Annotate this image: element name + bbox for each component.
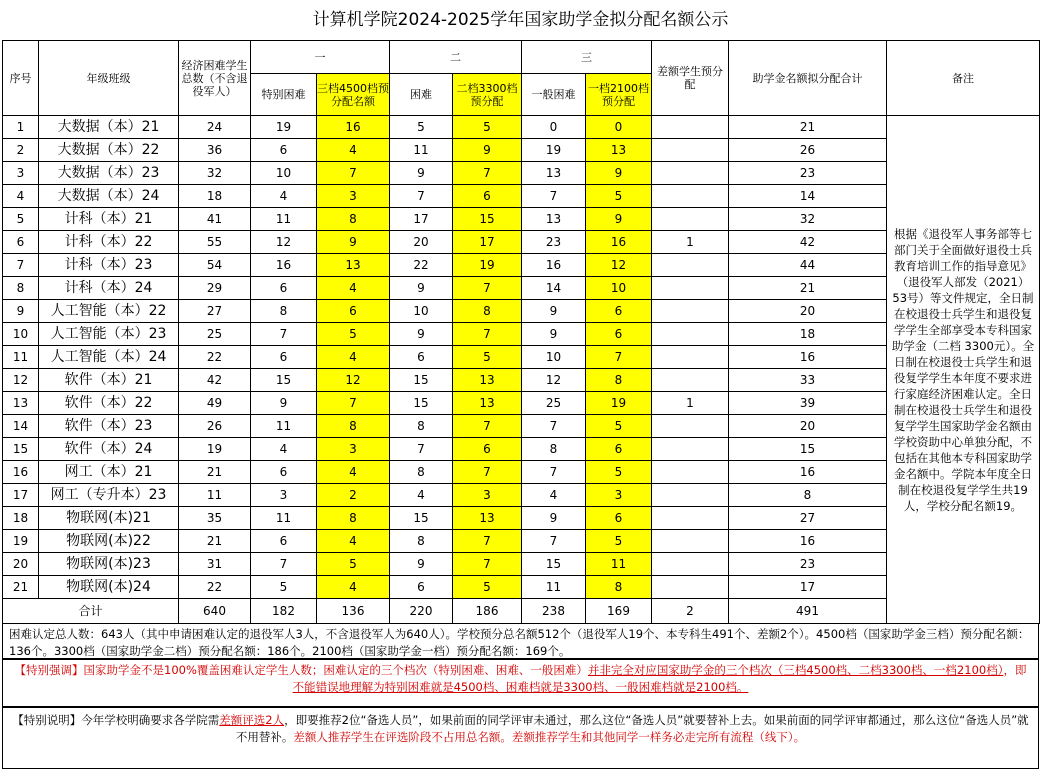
row-class: 大数据（本）21	[39, 116, 179, 139]
row-class: 软件（本）22	[39, 392, 179, 415]
row-class: 软件（本）23	[39, 415, 179, 438]
row-sum: 20	[729, 300, 887, 323]
footer-summary-text: 困难认定总人数：643人（其中申请困难认定的退役军人3人，不含退役军人为640人）。学校预分总名额512个（退役军人19个、本专科生491个、差额2个）。4500档（国家助学金三档）预分配名额：136个。3300档（国家助学金二档）预分配名额：186个。2100档（国家助学金一档）预分配名额：169个。	[9, 627, 1030, 658]
row-special: 6	[251, 277, 317, 300]
row-hard: 15	[390, 392, 453, 415]
header-total: 经济困难学生总数（不含退役军人）	[179, 41, 251, 116]
emphasis-lead: 【特别强调】国家助学金不是100%覆盖困难认定学生人数；困难认定的三个档次（特别困难、困难、一般困难）	[14, 663, 588, 677]
row-special: 8	[251, 300, 317, 323]
row-hard: 10	[390, 300, 453, 323]
row-alloc-2: 7	[453, 553, 522, 576]
table-row	[3, 507, 1040, 530]
row-diff	[652, 277, 729, 300]
row-class: 人工智能（本）24	[39, 346, 179, 369]
row-alloc-2: 5	[453, 346, 522, 369]
row-alloc-3: 8	[317, 415, 390, 438]
row-seq: 2	[3, 139, 39, 162]
row-seq: 7	[3, 254, 39, 277]
emphasis-underline-2: 不能错误地理解为特别困难就是4500档、困难档就是3300档、一般困难档就是2100档。	[292, 680, 749, 694]
row-diff: 1	[652, 392, 729, 415]
table-row	[3, 461, 1040, 484]
totals-a3: 136	[317, 599, 390, 624]
row-diff	[652, 530, 729, 553]
row-alloc-3: 8	[317, 208, 390, 231]
row-alloc-3: 16	[317, 116, 390, 139]
header-special: 特别困难	[251, 74, 317, 116]
row-special: 6	[251, 461, 317, 484]
row-total: 49	[179, 392, 251, 415]
special-mid: ，即要推荐2位“备选人员”，如果前面的同学评审未通过，那么这位“备选人员”就要替补上去。如果前面的同学评审都通过，那么这位“备选人员”就不用替补。	[235, 713, 1029, 744]
row-hard: 8	[390, 461, 453, 484]
row-alloc-2: 13	[453, 392, 522, 415]
row-general: 9	[522, 323, 586, 346]
row-general: 8	[522, 438, 586, 461]
row-total: 19	[179, 438, 251, 461]
row-alloc-2: 17	[453, 231, 522, 254]
row-special: 6	[251, 139, 317, 162]
row-alloc-1: 3	[586, 484, 652, 507]
row-sum: 32	[729, 208, 887, 231]
row-alloc-3: 5	[317, 553, 390, 576]
row-special: 4	[251, 438, 317, 461]
row-hard: 6	[390, 576, 453, 599]
row-diff	[652, 484, 729, 507]
row-alloc-1: 6	[586, 507, 652, 530]
row-sum: 27	[729, 507, 887, 530]
row-seq: 18	[3, 507, 39, 530]
row-diff	[652, 415, 729, 438]
row-class: 计科（本）24	[39, 277, 179, 300]
special-red: 差额人推荐学生在评选阶段不占用总名额。差额推荐学生和其他同学一样务必走完所有流程（线下）。	[293, 730, 806, 744]
row-alloc-2: 13	[453, 507, 522, 530]
row-general: 7	[522, 461, 586, 484]
row-alloc-3: 8	[317, 507, 390, 530]
row-sum: 16	[729, 530, 887, 553]
row-alloc-3: 4	[317, 346, 390, 369]
row-alloc-1: 5	[586, 530, 652, 553]
row-special: 3	[251, 484, 317, 507]
row-alloc-1: 5	[586, 461, 652, 484]
table-row	[3, 185, 1040, 208]
row-hard: 5	[390, 116, 453, 139]
row-alloc-2: 6	[453, 438, 522, 461]
row-alloc-2: 7	[453, 415, 522, 438]
totals-label: 合计	[3, 599, 179, 624]
row-class: 计科（本）23	[39, 254, 179, 277]
row-general: 0	[522, 116, 586, 139]
row-general: 13	[522, 162, 586, 185]
row-total: 18	[179, 185, 251, 208]
header-class: 年级班级	[39, 41, 179, 116]
row-general: 7	[522, 415, 586, 438]
row-general: 7	[522, 185, 586, 208]
row-alloc-1: 12	[586, 254, 652, 277]
row-alloc-2: 7	[453, 277, 522, 300]
table-row	[3, 392, 1040, 415]
row-sum: 18	[729, 323, 887, 346]
special-red-underline: 差额评选2人	[219, 713, 285, 727]
row-diff	[652, 553, 729, 576]
row-class: 网工（专升本）23	[39, 484, 179, 507]
row-alloc-3: 4	[317, 139, 390, 162]
row-special: 11	[251, 208, 317, 231]
row-seq: 14	[3, 415, 39, 438]
row-hard: 15	[390, 369, 453, 392]
row-diff	[652, 254, 729, 277]
emphasis-underline-1: 并非完全对应国家助学金的三个档次（三档4500档、二档3300档、一档2100档）	[587, 663, 1004, 677]
row-seq: 3	[3, 162, 39, 185]
table-row	[3, 346, 1040, 369]
row-special: 9	[251, 392, 317, 415]
row-sum: 17	[729, 576, 887, 599]
row-diff	[652, 162, 729, 185]
totals-total: 640	[179, 599, 251, 624]
footer-summary	[2, 623, 1039, 659]
row-total: 21	[179, 530, 251, 553]
row-diff	[652, 507, 729, 530]
row-seq: 15	[3, 438, 39, 461]
row-total: 54	[179, 254, 251, 277]
row-alloc-3: 5	[317, 323, 390, 346]
row-special: 15	[251, 369, 317, 392]
row-total: 22	[179, 346, 251, 369]
row-diff	[652, 369, 729, 392]
table-row	[3, 576, 1040, 599]
row-class: 物联网(本)21	[39, 507, 179, 530]
row-diff	[652, 300, 729, 323]
row-general: 9	[522, 300, 586, 323]
header-sum: 助学金名额拟分配合计	[729, 41, 887, 116]
row-seq: 12	[3, 369, 39, 392]
totals-s: 182	[251, 599, 317, 624]
row-seq: 9	[3, 300, 39, 323]
row-seq: 5	[3, 208, 39, 231]
table-row	[3, 484, 1040, 507]
row-seq: 20	[3, 553, 39, 576]
header-tier-1: 一	[251, 41, 390, 74]
row-special: 4	[251, 185, 317, 208]
row-alloc-1: 9	[586, 208, 652, 231]
row-total: 29	[179, 277, 251, 300]
table-body	[3, 41, 1040, 624]
row-diff	[652, 346, 729, 369]
row-special: 11	[251, 415, 317, 438]
row-total: 11	[179, 484, 251, 507]
row-seq: 4	[3, 185, 39, 208]
row-alloc-2: 13	[453, 369, 522, 392]
row-hard: 8	[390, 415, 453, 438]
row-total: 26	[179, 415, 251, 438]
totals-sum: 491	[729, 599, 887, 624]
row-alloc-2: 7	[453, 323, 522, 346]
emphasis-mid: ，即	[1003, 663, 1027, 677]
row-alloc-2: 5	[453, 576, 522, 599]
row-hard: 9	[390, 323, 453, 346]
totals-a2: 186	[453, 599, 522, 624]
row-special: 19	[251, 116, 317, 139]
row-hard: 9	[390, 553, 453, 576]
row-alloc-1: 8	[586, 369, 652, 392]
row-hard: 8	[390, 530, 453, 553]
row-special: 6	[251, 530, 317, 553]
row-sum: 21	[729, 116, 887, 139]
header-seq: 序号	[3, 41, 39, 116]
row-class: 计科（本）22	[39, 231, 179, 254]
row-seq: 19	[3, 530, 39, 553]
row-alloc-1: 19	[586, 392, 652, 415]
row-hard: 6	[390, 346, 453, 369]
row-total: 25	[179, 323, 251, 346]
row-alloc-3: 12	[317, 369, 390, 392]
row-diff	[652, 116, 729, 139]
row-hard: 11	[390, 139, 453, 162]
table-row	[3, 300, 1040, 323]
row-alloc-2: 6	[453, 185, 522, 208]
row-hard: 22	[390, 254, 453, 277]
row-alloc-2: 7	[453, 461, 522, 484]
header-alloc-2: 二档3300档预分配	[453, 74, 522, 116]
totals-d: 2	[652, 599, 729, 624]
header-alloc-1: 一档2100档预分配	[586, 74, 652, 116]
row-special: 11	[251, 507, 317, 530]
row-general: 13	[522, 208, 586, 231]
table-row	[3, 369, 1040, 392]
row-class: 大数据（本）22	[39, 139, 179, 162]
allocation-table	[2, 40, 1040, 624]
row-diff	[652, 461, 729, 484]
header-tier-3: 三	[522, 41, 652, 74]
row-seq: 13	[3, 392, 39, 415]
table-row	[3, 530, 1040, 553]
row-alloc-2: 19	[453, 254, 522, 277]
totals-a1: 169	[586, 599, 652, 624]
row-sum: 8	[729, 484, 887, 507]
row-special: 16	[251, 254, 317, 277]
row-diff	[652, 576, 729, 599]
row-class: 网工（本）21	[39, 461, 179, 484]
row-seq: 21	[3, 576, 39, 599]
table-row	[3, 438, 1040, 461]
row-sum: 16	[729, 461, 887, 484]
footer-special-note	[2, 707, 1039, 769]
row-total: 21	[179, 461, 251, 484]
row-alloc-3: 4	[317, 576, 390, 599]
row-hard: 9	[390, 162, 453, 185]
table-row	[3, 116, 1040, 139]
row-alloc-1: 16	[586, 231, 652, 254]
row-alloc-3: 4	[317, 530, 390, 553]
row-hard: 4	[390, 484, 453, 507]
row-alloc-3: 3	[317, 185, 390, 208]
row-hard: 7	[390, 438, 453, 461]
row-alloc-1: 6	[586, 300, 652, 323]
row-alloc-1: 5	[586, 185, 652, 208]
row-alloc-3: 4	[317, 277, 390, 300]
row-general: 12	[522, 369, 586, 392]
row-total: 24	[179, 116, 251, 139]
row-special: 10	[251, 162, 317, 185]
row-special: 7	[251, 553, 317, 576]
row-diff: 1	[652, 231, 729, 254]
header-diff: 差额学生预分配	[652, 41, 729, 116]
header-hard: 困难	[390, 74, 453, 116]
row-sum: 16	[729, 346, 887, 369]
row-diff	[652, 438, 729, 461]
row-alloc-2: 8	[453, 300, 522, 323]
row-alloc-2: 9	[453, 139, 522, 162]
row-general: 11	[522, 576, 586, 599]
row-total: 36	[179, 139, 251, 162]
remark-cell: 根据《退役军人事务部等七部门关于全面做好退役士兵教育培训工作的指导意见》（退役军人部发（2021）53号）等文件规定，全日制在校退役士兵学生和退役复学学生全部享受本专科国家助学金（二档 3300元）。全日制在校退役士兵学生和退役复学学生本年度不要求进行家庭经济困难认定。全日制在校退役士兵学生和退役复学学生国家助学金名额由学校资助中心单独分配，不包括在其他本专科国家助学金名额中。学院本年度全日制在校退役复学学生共19人，学校分配名额19。	[887, 116, 1040, 624]
footer-emphasis	[2, 659, 1039, 707]
table-row	[3, 208, 1040, 231]
row-alloc-2: 15	[453, 208, 522, 231]
row-alloc-3: 7	[317, 162, 390, 185]
row-total: 55	[179, 231, 251, 254]
table-row	[3, 162, 1040, 185]
row-seq: 1	[3, 116, 39, 139]
row-general: 9	[522, 507, 586, 530]
row-special: 5	[251, 576, 317, 599]
row-alloc-3: 3	[317, 438, 390, 461]
row-seq: 8	[3, 277, 39, 300]
row-sum: 26	[729, 139, 887, 162]
row-alloc-3: 2	[317, 484, 390, 507]
table-row	[3, 254, 1040, 277]
row-diff	[652, 208, 729, 231]
row-sum: 39	[729, 392, 887, 415]
row-general: 4	[522, 484, 586, 507]
header-remark: 备注	[887, 41, 1040, 116]
row-alloc-3: 6	[317, 300, 390, 323]
totals-h: 220	[390, 599, 453, 624]
row-general: 23	[522, 231, 586, 254]
row-sum: 23	[729, 162, 887, 185]
row-general: 19	[522, 139, 586, 162]
row-hard: 20	[390, 231, 453, 254]
row-total: 27	[179, 300, 251, 323]
row-alloc-3: 13	[317, 254, 390, 277]
row-seq: 11	[3, 346, 39, 369]
row-total: 35	[179, 507, 251, 530]
row-total: 32	[179, 162, 251, 185]
row-alloc-3: 9	[317, 231, 390, 254]
row-alloc-1: 6	[586, 323, 652, 346]
row-class: 大数据（本）24	[39, 185, 179, 208]
row-hard: 15	[390, 507, 453, 530]
row-alloc-2: 7	[453, 162, 522, 185]
row-general: 25	[522, 392, 586, 415]
table-row	[3, 231, 1040, 254]
header-alloc-3: 三档4500档预分配名额	[317, 74, 390, 116]
row-class: 软件（本）21	[39, 369, 179, 392]
row-alloc-2: 3	[453, 484, 522, 507]
row-hard: 17	[390, 208, 453, 231]
row-class: 人工智能（本）22	[39, 300, 179, 323]
row-diff	[652, 139, 729, 162]
row-alloc-1: 8	[586, 576, 652, 599]
row-total: 31	[179, 553, 251, 576]
row-general: 10	[522, 346, 586, 369]
row-special: 6	[251, 346, 317, 369]
row-alloc-2: 5	[453, 116, 522, 139]
row-total: 41	[179, 208, 251, 231]
row-sum: 21	[729, 277, 887, 300]
row-alloc-1: 9	[586, 162, 652, 185]
row-special: 12	[251, 231, 317, 254]
row-sum: 15	[729, 438, 887, 461]
row-alloc-3: 4	[317, 461, 390, 484]
row-alloc-1: 6	[586, 438, 652, 461]
row-class: 人工智能（本）23	[39, 323, 179, 346]
page-title: 计算机学院2024-2025学年国家助学金拟分配名额公示	[312, 10, 729, 30]
row-seq: 17	[3, 484, 39, 507]
row-class: 物联网(本)22	[39, 530, 179, 553]
row-class: 物联网(本)23	[39, 553, 179, 576]
row-class: 物联网(本)24	[39, 576, 179, 599]
row-alloc-1: 5	[586, 415, 652, 438]
row-general: 16	[522, 254, 586, 277]
row-sum: 42	[729, 231, 887, 254]
row-sum: 44	[729, 254, 887, 277]
row-alloc-1: 7	[586, 346, 652, 369]
row-special: 7	[251, 323, 317, 346]
row-hard: 9	[390, 277, 453, 300]
row-alloc-1: 10	[586, 277, 652, 300]
special-lead: 【特别说明】今年学校明确要求各学院需	[12, 713, 220, 727]
row-class: 计科（本）21	[39, 208, 179, 231]
row-general: 14	[522, 277, 586, 300]
header-general: 一般困难	[522, 74, 586, 116]
row-diff	[652, 323, 729, 346]
header-tier-2: 二	[390, 41, 522, 74]
table-row	[3, 415, 1040, 438]
row-sum: 20	[729, 415, 887, 438]
row-total: 22	[179, 576, 251, 599]
row-alloc-2: 7	[453, 530, 522, 553]
table-row	[3, 553, 1040, 576]
totals-row	[3, 599, 1040, 624]
row-alloc-1: 13	[586, 139, 652, 162]
row-seq: 16	[3, 461, 39, 484]
row-general: 7	[522, 530, 586, 553]
row-alloc-1: 11	[586, 553, 652, 576]
row-hard: 7	[390, 185, 453, 208]
row-total: 42	[179, 369, 251, 392]
row-seq: 6	[3, 231, 39, 254]
row-seq: 10	[3, 323, 39, 346]
table-row	[3, 323, 1040, 346]
row-class: 大数据（本）23	[39, 162, 179, 185]
row-alloc-3: 7	[317, 392, 390, 415]
row-alloc-1: 0	[586, 116, 652, 139]
row-general: 15	[522, 553, 586, 576]
row-sum: 23	[729, 553, 887, 576]
row-sum: 33	[729, 369, 887, 392]
totals-g: 238	[522, 599, 586, 624]
row-diff	[652, 185, 729, 208]
table-row	[3, 277, 1040, 300]
row-sum: 14	[729, 185, 887, 208]
row-class: 软件（本）24	[39, 438, 179, 461]
table-row	[3, 139, 1040, 162]
